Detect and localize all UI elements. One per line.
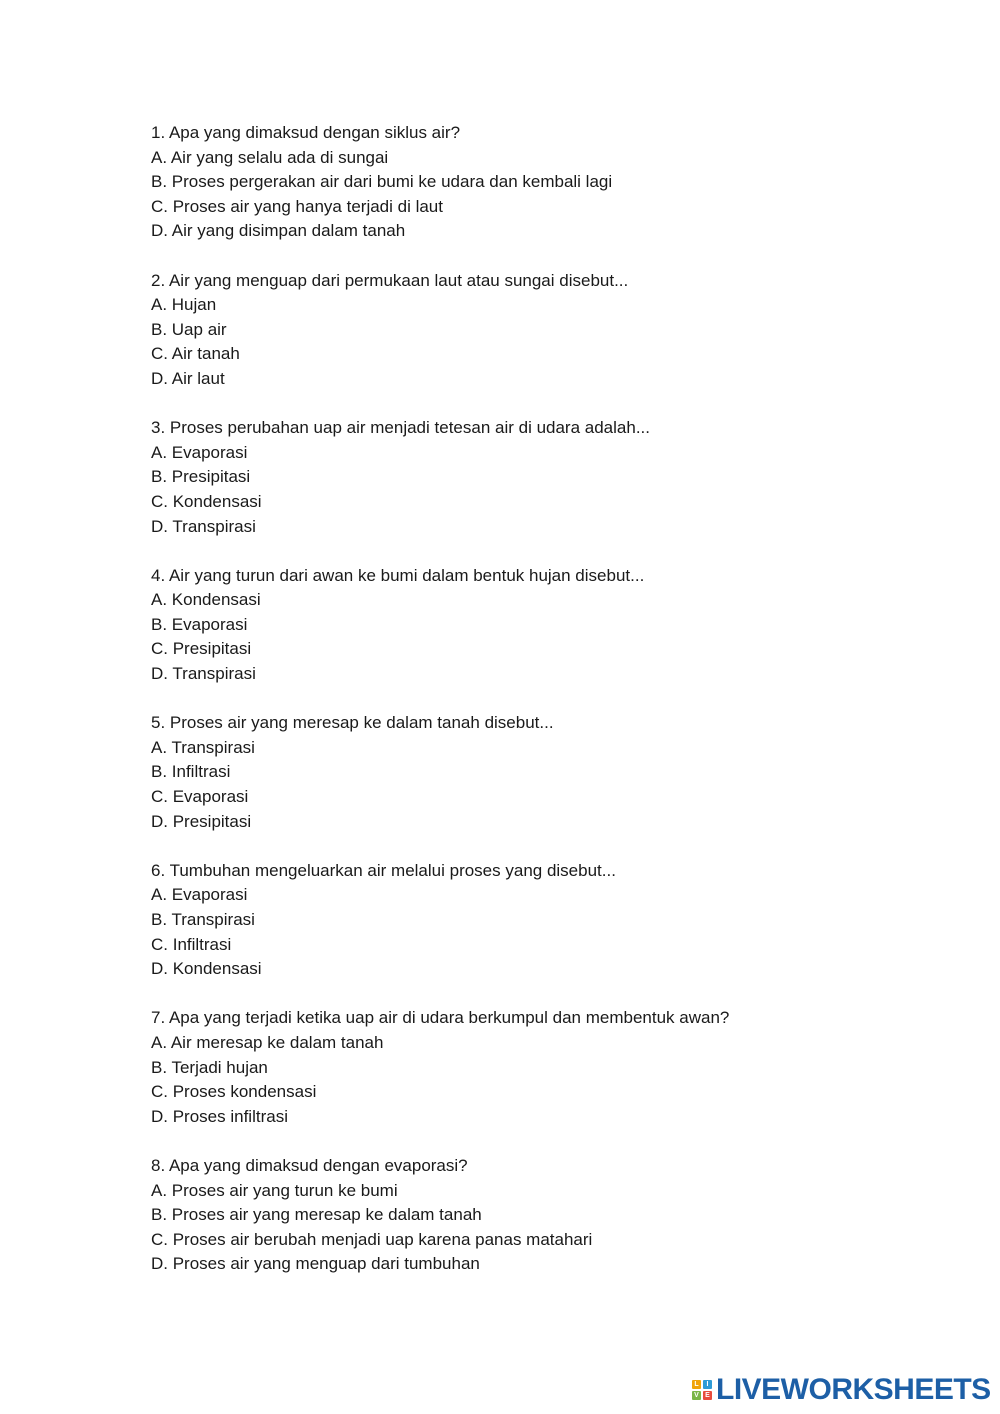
option-d: D. Kondensasi <box>151 959 262 979</box>
question-text: 7. Apa yang terjadi ketika uap air di udara berkumpul dan membentuk awan? <box>151 1008 730 1028</box>
option-b: B. Evaporasi <box>151 614 248 634</box>
option-d: D. Air yang disimpan dalam tanah <box>151 221 406 241</box>
option-d: D. Proses air yang menguap dari tumbuhan <box>151 1254 480 1274</box>
question-5 <box>151 711 951 834</box>
question-2 <box>151 269 951 392</box>
option-d: D. Air laut <box>151 368 225 388</box>
option-c: C. Kondensasi <box>151 491 262 511</box>
option-b: B. Uap air <box>151 319 227 339</box>
option-c: C. Proses kondensasi <box>151 1082 317 1102</box>
liveworksheets-logo <box>692 1374 991 1406</box>
logo-cell-l: L <box>692 1380 701 1389</box>
question-text: 5. Proses air yang meresap ke dalam tanah disebut... <box>151 713 554 733</box>
option-d: D. Transpirasi <box>151 664 256 684</box>
option-a: A. Hujan <box>151 295 217 315</box>
option-d: D. Presipitasi <box>151 811 252 831</box>
worksheet <box>151 121 951 1302</box>
question-text: 6. Tumbuhan mengeluarkan air melalui proses yang disebut... <box>151 860 616 880</box>
question-text: 8. Apa yang dimaksud dengan evaporasi? <box>151 1155 468 1175</box>
option-a: A. Evaporasi <box>151 885 248 905</box>
option-a: A. Proses air yang turun ke bumi <box>151 1180 398 1200</box>
question-1 <box>151 121 951 244</box>
option-c: C. Air tanah <box>151 344 240 364</box>
logo-cell-i: I <box>703 1380 712 1389</box>
option-d: D. Proses infiltrasi <box>151 1106 288 1126</box>
option-a: A. Transpirasi <box>151 737 255 757</box>
option-b: B. Proses pergerakan air dari bumi ke udara dan kembali lagi <box>151 172 613 192</box>
question-text: 3. Proses perubahan uap air menjadi tetesan air di udara adalah... <box>151 418 650 438</box>
option-c: C. Evaporasi <box>151 787 249 807</box>
logo-mark-icon <box>692 1380 712 1400</box>
logo-text: LIVEWORKSHEETS <box>716 1373 991 1406</box>
option-c: C. Infiltrasi <box>151 934 232 954</box>
question-4 <box>151 564 951 687</box>
option-b: B. Infiltrasi <box>151 762 231 782</box>
question-text: 4. Air yang turun dari awan ke bumi dalam bentuk hujan disebut... <box>151 565 645 585</box>
option-c: C. Proses air berubah menjadi uap karena panas matahari <box>151 1229 593 1249</box>
option-c: C. Proses air yang hanya terjadi di laut <box>151 196 443 216</box>
question-7 <box>151 1006 951 1129</box>
option-b: B. Proses air yang meresap ke dalam tanah <box>151 1205 482 1225</box>
option-d: D. Transpirasi <box>151 516 256 536</box>
option-a: A. Air yang selalu ada di sungai <box>151 147 389 167</box>
question-text: 1. Apa yang dimaksud dengan siklus air? <box>151 123 461 142</box>
option-b: B. Transpirasi <box>151 910 255 929</box>
option-a: A. Air meresap ke dalam tanah <box>151 1032 384 1052</box>
question-text: 2. Air yang menguap dari permukaan laut atau sungai disebut... <box>151 270 629 290</box>
option-a: A. Evaporasi <box>151 442 248 462</box>
logo-cell-v: V <box>692 1391 701 1400</box>
question-6 <box>151 859 951 982</box>
option-c: C. Presipitasi <box>151 639 252 659</box>
question-3 <box>151 416 951 539</box>
option-b: B. Presipitasi <box>151 467 251 487</box>
logo-cell-e: E <box>703 1391 712 1400</box>
option-b: B. Terjadi hujan <box>151 1057 268 1077</box>
option-a: A. Kondensasi <box>151 590 261 610</box>
question-8 <box>151 1154 951 1277</box>
